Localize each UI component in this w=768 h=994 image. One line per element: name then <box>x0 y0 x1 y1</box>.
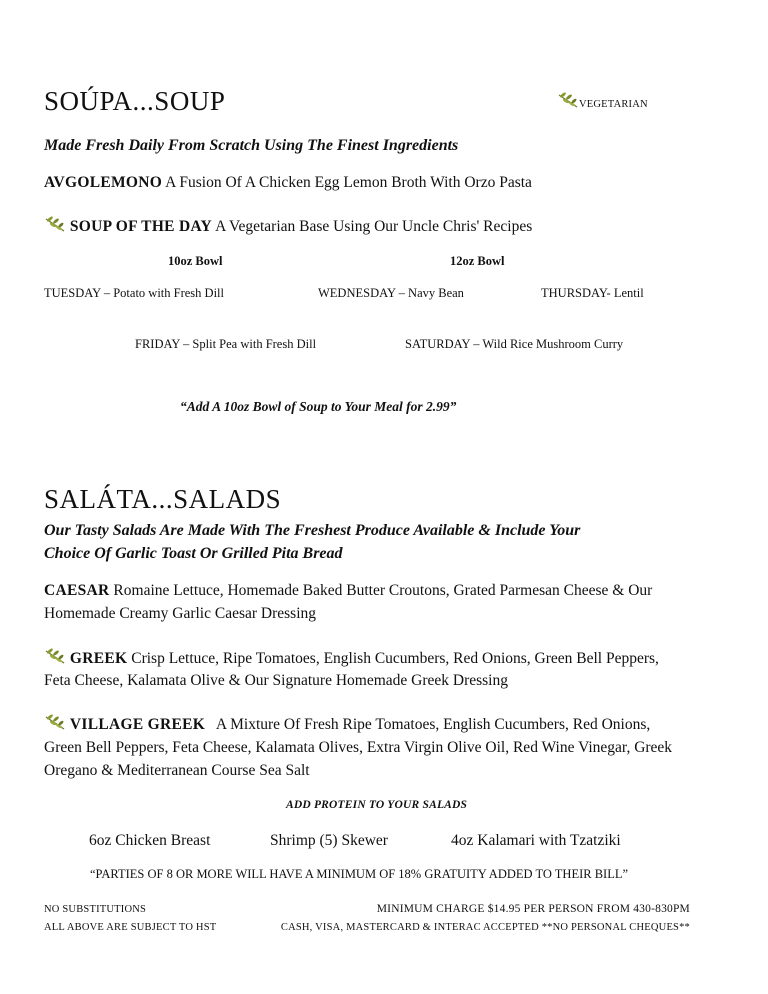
salad-caesar: CAESAR Romaine Lettuce, Homemade Baked Butter Croutons, Grated Parmesan Cheese & Our <box>44 582 653 599</box>
no-substitutions: NO SUBSTITUTIONS <box>44 904 147 915</box>
salad-village-line2: Green Bell Peppers, Feta Cheese, Kalamata Olives, Extra Virgin Olive Oil, Red Wine Vinegar, Greek <box>44 739 673 756</box>
salads-tagline-2: Choice Of Garlic Toast Or Grilled Pita Bread <box>44 545 343 562</box>
soup-addon: “Add A 10oz Bowl of Soup to Your Meal for 2.99” <box>180 399 457 414</box>
salad-caesar-line2: Homemade Creamy Garlic Caesar Dressing <box>44 605 317 622</box>
protein-chicken: 6oz Chicken Breast <box>89 832 211 849</box>
leaf-icon <box>44 216 66 234</box>
protein-heading: ADD PROTEIN TO YOUR SALADS <box>286 799 468 811</box>
leaf-icon <box>557 92 579 110</box>
daily-tuesday: TUESDAY – Potato with Fresh Dill <box>44 286 224 300</box>
protein-shrimp: Shrimp (5) Skewer <box>270 832 388 849</box>
payment-note: CASH, VISA, MASTERCARD & INTERAC ACCEPTED **NO PERSONAL CHEQUES** <box>280 922 690 933</box>
gratuity-note: “PARTIES OF 8 OR MORE WILL HAVE A MINIMUM OF 18% GRATUITY ADDED TO THEIR BILL” <box>90 867 629 881</box>
daily-saturday: SATURDAY – Wild Rice Mushroom Curry <box>405 337 624 351</box>
minimum-charge: MINIMUM CHARGE $14.95 PER PERSON FROM 430-830PM <box>376 903 690 915</box>
protein-kalamari: 4oz Kalamari with Tzatziki <box>451 832 621 849</box>
daily-thursday: THURSDAY- Lentil <box>541 286 644 300</box>
hst-note: ALL ABOVE ARE SUBJECT TO HST <box>44 922 217 933</box>
soup-tagline: Made Fresh Daily From Scratch Using The Finest Ingredients <box>44 137 459 154</box>
vegetarian-legend: VEGETARIAN <box>557 92 648 110</box>
salad-village-line3: Oregano & Mediterranean Course Sea Salt <box>44 762 310 779</box>
salad-greek-line2: Feta Cheese, Kalamata Olive & Our Signature Homemade Greek Dressing <box>44 672 508 689</box>
salads-tagline-1: Our Tasty Salads Are Made With The Freshest Produce Available & Include Your <box>44 522 581 539</box>
daily-wednesday: WEDNESDAY – Navy Bean <box>318 286 464 300</box>
daily-friday: FRIDAY – Split Pea with Fresh Dill <box>135 337 317 351</box>
salad-greek: GREEK Crisp Lettuce, Ripe Tomatoes, English Cucumbers, Red Onions, Green Bell Peppers, <box>44 648 659 668</box>
salad-village-greek: VILLAGE GREEK A Mixture Of Fresh Ripe Tomatoes, English Cucumbers, Red Onions, <box>44 714 650 734</box>
leaf-icon <box>44 648 66 666</box>
leaf-icon <box>44 714 66 732</box>
size-12oz: 12oz Bowl <box>450 254 505 268</box>
soup-item-soup-of-the-day: SOUP OF THE DAY A Vegetarian Base Using Our Uncle Chris' Recipes <box>44 216 532 236</box>
soup-item-avgolemono: AVGOLEMONO A Fusion Of A Chicken Egg Lemon Broth With Orzo Pasta <box>44 174 532 191</box>
salads-title: SALÁTA...SALADS <box>44 484 282 514</box>
soup-title: SOÚPA...SOUP <box>44 86 226 116</box>
size-10oz: 10oz Bowl <box>168 254 223 268</box>
